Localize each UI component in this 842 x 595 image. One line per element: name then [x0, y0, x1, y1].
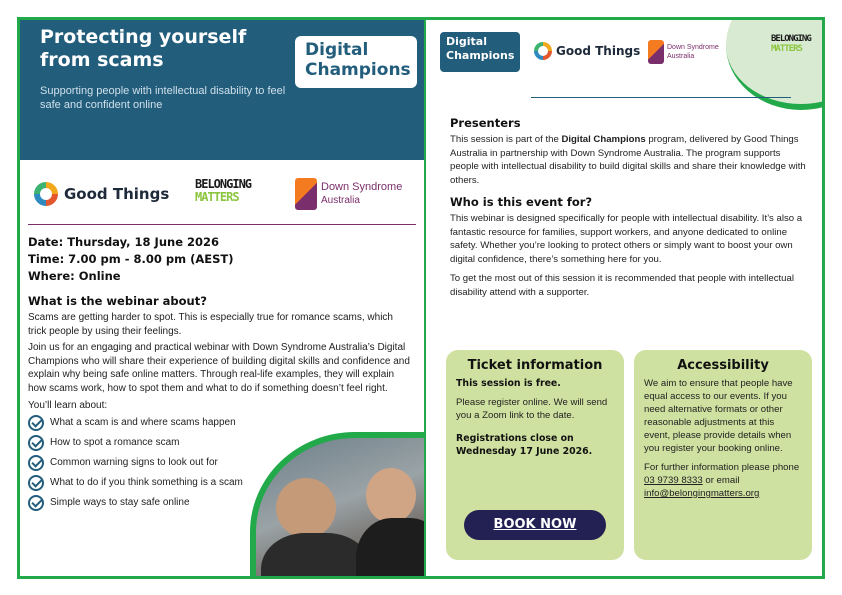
right-panel: [426, 20, 825, 576]
check-circle-icon: [28, 495, 44, 511]
learn-intro: You’ll learn about:: [28, 400, 108, 411]
check-circle-icon: [28, 415, 44, 431]
digital-champions-logo: Digital Champions: [295, 36, 417, 88]
list-item: How to spot a romance scam: [28, 437, 248, 451]
event-date: Date: Thursday, 18 June 2026: [28, 235, 220, 249]
audience-paragraph-1: This webinar is designed specifically for people with intellectual disability. It’s also a fantastic resource for families, support workers, and anyone dedicated to online safety. Whether you’re looking to protect others or simply want to boost your own digital confidence, there’s something here for you.: [450, 213, 803, 265]
good-things-icon: [534, 42, 552, 60]
ticket-register-text: Please register online. We will send you a Zoom link to the date.: [456, 397, 608, 421]
audience-paragraph-2: To get the most out of this session it is recommended that people with intellectual disability attend with a supporter.: [450, 273, 794, 298]
about-heading: What is the webinar about?: [28, 294, 207, 308]
digital-champions-logo: Digital Champions: [440, 32, 520, 72]
ticket-info-title: Ticket information: [467, 358, 603, 373]
audience-heading: Who is this event for?: [450, 195, 593, 209]
divider: [28, 224, 416, 225]
left-panel: [20, 20, 424, 576]
presenters-heading: Presenters: [450, 116, 521, 130]
list-item: What to do if you think something is a scam: [28, 477, 248, 491]
list-item: What a scam is and where scams happen: [28, 417, 248, 431]
event-description: [450, 112, 810, 299]
about-paragraph-2: Join us for an engaging and practical webinar with Down Syndrome Australia’s Digital Champions who will share their experience of building digital skills and confidence and explain why being safe online matters. Through real-life examples, they will explain how scams work, how to spot them and what to do if something doesn’t feel right.: [28, 342, 410, 394]
good-things-logo: Good Things: [534, 42, 640, 60]
down-syndrome-australia-logo: Down Syndrome Australia: [648, 40, 719, 64]
registrations-close: Registrations close on Wednesday 17 June 2026.: [456, 433, 593, 457]
ticket-free: This session is free.: [456, 378, 561, 389]
event-location: Where: Online: [28, 269, 121, 283]
hero-banner: [20, 20, 424, 160]
flyer-frame: [17, 17, 825, 579]
header-logos: [426, 20, 825, 100]
email-link[interactable]: info@belongingmatters.org: [644, 488, 760, 499]
book-now-button[interactable]: BOOK NOW: [464, 510, 606, 540]
event-time: Time: 7.00 pm - 8.00 pm (AEST): [28, 252, 234, 266]
partner-logos: [20, 160, 424, 232]
down-syndrome-australia-logo: Down Syndrome Australia: [295, 178, 402, 210]
check-circle-icon: [28, 455, 44, 471]
contact-paragraph: For further information please phone 03 9739 8333 or email info@belongingmatters.org: [644, 462, 800, 499]
down-syndrome-icon: [648, 40, 664, 64]
good-things-logo: Good Things: [34, 182, 169, 206]
list-item: Common warning signs to look out for: [28, 457, 248, 471]
presenters-paragraph: This session is part of the Digital Champions program, delivered by Good Things Australia in partnership with Down Syndrome Australia. The program supports people with intellectual disability to build digital skills and share their knowledge with others.: [450, 134, 806, 186]
phone-link[interactable]: 03 9739 8333: [644, 475, 703, 486]
event-details: [28, 234, 408, 285]
belonging-matters-logo: BELONGING MATTERS: [195, 177, 252, 204]
list-item: Simple ways to stay safe online: [28, 497, 248, 511]
good-things-icon: [34, 182, 58, 206]
down-syndrome-icon: [295, 178, 317, 210]
about-paragraph-1: Scams are getting harder to spot. This is especially true for romance scams, which trick people by using their feelings.: [28, 312, 393, 337]
accessibility-paragraph: We aim to ensure that people have equal access to our events. If you need alternative formats or other reasonable adjustments at this event, please provide details when you register your booking online.: [644, 378, 793, 454]
ticket-info-card: [446, 350, 624, 560]
divider: [531, 97, 791, 98]
belonging-matters-logo: BELONGING MATTERS: [771, 34, 811, 54]
page-subtitle: Supporting people with intellectual disability to feel safe and confident online: [40, 85, 286, 111]
check-circle-icon: [28, 475, 44, 491]
page-title: Protecting yourself from scams: [40, 26, 247, 71]
accessibility-card: [634, 350, 812, 560]
accessibility-title: Accessibility: [677, 358, 769, 373]
check-circle-icon: [28, 435, 44, 451]
